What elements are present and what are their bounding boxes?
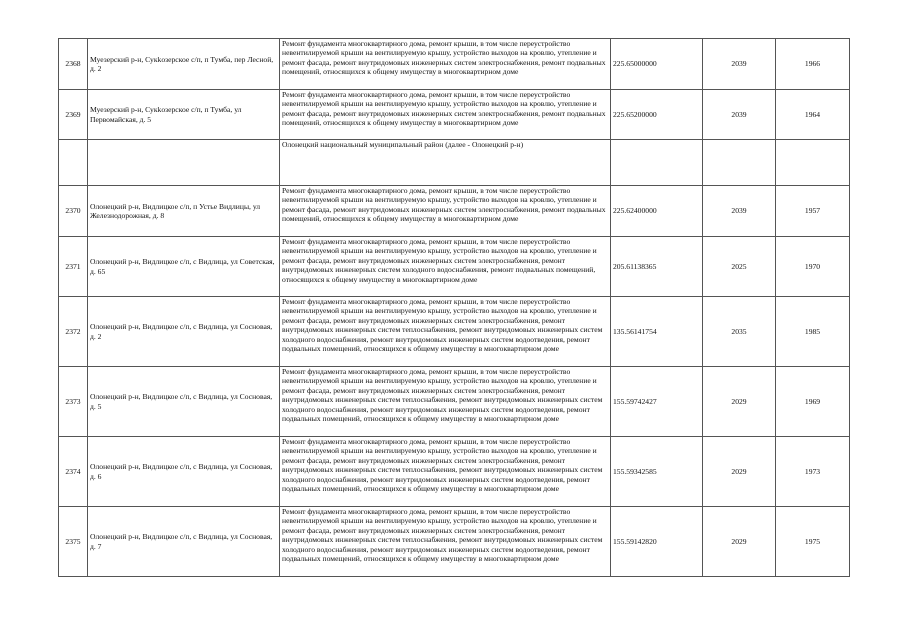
build-year: 1966 [776, 39, 850, 90]
house-address: Муезерский р-н, Сукkoзерское с/п, п Тумба, ул Первомайская, д. 5 [88, 90, 280, 140]
row-number: 2370 [59, 186, 88, 237]
district-row [59, 140, 850, 186]
repair-works: Ремонт фундамента многоквартирного дома, ремонт крыши, в том числе переустройство невентилируемой крыши на вентилируемую крышу, устройство выходов на кровлю, утепление и ремонт фасада, ремонт внутридомовых инженерных систем электроснабжения, ремонт внутридомовых инженерных систем теплоснабжения, ремонт внутридомовых инженерных систем холодного водоснабжения, ремонт внутридомовых инженерных систем водоотведения, ремонт подвальных помещений, относящихся к общему имуществу в многоквартирном доме [280, 367, 611, 437]
house-address: Олонецкий р-н, Видлицкое с/п, с Видлица, ул Сосновая, д. 6 [88, 437, 280, 507]
table-row [59, 90, 850, 140]
table-row [59, 237, 850, 297]
cost-value: 155.59142820 [611, 507, 703, 577]
table-row [59, 297, 850, 367]
build-year: 1973 [776, 437, 850, 507]
table-row [59, 39, 850, 90]
capital-repair-table [58, 38, 850, 577]
empty-cell [88, 140, 280, 186]
table-row [59, 437, 850, 507]
cost-value: 205.61138365 [611, 237, 703, 297]
row-number: 2373 [59, 367, 88, 437]
repair-works: Ремонт фундамента многоквартирного дома, ремонт крыши, в том числе переустройство невентилируемой крыши на вентилируемую крышу, устройство выходов на кровлю, утепление и ремонт фасада, ремонт внутридомовых инженерных систем электроснабжения, ремонт внутридомовых инженерных систем теплоснабжения, ремонт внутридомовых инженерных систем холодного водоснабжения, ремонт внутридомовых инженерных систем водоотведения, ремонт подвальных помещений, относящихся к общему имуществу в многоквартирном доме [280, 507, 611, 577]
district-title: Олонецкий национальный муниципальный район (далее - Олонецкий р-н) [280, 140, 611, 186]
planned-year: 2029 [703, 507, 776, 577]
repair-works: Ремонт фундамента многоквартирного дома, ремонт крыши, в том числе переустройство невентилируемой крыши на вентилируемую крышу, устройство выходов на кровлю, утепление и ремонт фасада, ремонт внутридомовых инженерных систем электроснабжения, ремонт внутридомовых инженерных систем холодного водоснабжения, ремонт подвальных помещений, относящихся к общему имуществу в многоквартирном доме [280, 237, 611, 297]
cost-value: 225.65000000 [611, 39, 703, 90]
build-year: 1985 [776, 297, 850, 367]
planned-year: 2039 [703, 90, 776, 140]
build-year: 1975 [776, 507, 850, 577]
cost-value: 155.59742427 [611, 367, 703, 437]
repair-works: Ремонт фундамента многоквартирного дома, ремонт крыши, в том числе переустройство невентилируемой крыши на вентилируемую крышу, устройство выходов на кровлю, утепление и ремонт фасада, ремонт внутридомовых инженерных систем электроснабжения, ремонт подвальных помещений, относящихся к общему имуществу в многоквартирном доме [280, 39, 611, 90]
cost-value: 135.56141754 [611, 297, 703, 367]
row-number: 2374 [59, 437, 88, 507]
empty-cell [776, 140, 850, 186]
row-number: 2375 [59, 507, 88, 577]
row-number: 2369 [59, 90, 88, 140]
house-address: Муезерский р-н, Сукkoзерское с/п, п Тумба, пер Лесной, д. 2 [88, 39, 280, 90]
empty-cell [703, 140, 776, 186]
planned-year: 2035 [703, 297, 776, 367]
repair-works: Ремонт фундамента многоквартирного дома, ремонт крыши, в том числе переустройство невентилируемой крыши на вентилируемую крышу, устройство выходов на кровлю, утепление и ремонт фасада, ремонт внутридомовых инженерных систем электроснабжения, ремонт подвальных помещений, относящихся к общему имуществу в многоквартирном доме [280, 90, 611, 140]
house-address: Олонецкий р-н, Видлицкое с/п, с Видлица, ул Сосновая, д. 5 [88, 367, 280, 437]
cost-value: 155.59342585 [611, 437, 703, 507]
empty-cell [611, 140, 703, 186]
planned-year: 2029 [703, 437, 776, 507]
build-year: 1970 [776, 237, 850, 297]
build-year: 1969 [776, 367, 850, 437]
row-number: 2372 [59, 297, 88, 367]
house-address: Олонецкий р-н, Видлицкое с/п, с Видлица, ул Советская, д. 65 [88, 237, 280, 297]
planned-year: 2029 [703, 367, 776, 437]
planned-year: 2039 [703, 39, 776, 90]
row-number: 2371 [59, 237, 88, 297]
build-year: 1964 [776, 90, 850, 140]
empty-cell [59, 140, 88, 186]
build-year: 1957 [776, 186, 850, 237]
repair-works: Ремонт фундамента многоквартирного дома, ремонт крыши, в том числе переустройство невентилируемой крыши на вентилируемую крышу, устройство выходов на кровлю, утепление и ремонт фасада, ремонт внутридомовых инженерных систем электроснабжения, ремонт внутридомовых инженерных систем теплоснабжения, ремонт внутридомовых инженерных систем холодного водоснабжения, ремонт внутридомовых инженерных систем водоотведения, ремонт подвальных помещений, относящихся к общему имуществу в многоквартирном доме [280, 297, 611, 367]
cost-value: 225.65200000 [611, 90, 703, 140]
house-address: Олонецкий р-н, Видлицкое с/п, с Видлица, ул Сосновая, д. 2 [88, 297, 280, 367]
house-address: Олонецкий р-н, Видлицкое с/п, с Видлица, ул Сосновая, д. 7 [88, 507, 280, 577]
planned-year: 2039 [703, 186, 776, 237]
table-row [59, 367, 850, 437]
planned-year: 2025 [703, 237, 776, 297]
table-row [59, 507, 850, 577]
cost-value: 225.62400000 [611, 186, 703, 237]
table-row [59, 186, 850, 237]
house-address: Олонецкий р-н, Видлицкое с/п, п Устье Видлицы, ул Железнодорожная, д. 8 [88, 186, 280, 237]
repair-works: Ремонт фундамента многоквартирного дома, ремонт крыши, в том числе переустройство невентилируемой крыши на вентилируемую крышу, устройство выходов на кровлю, утепление и ремонт фасада, ремонт внутридомовых инженерных систем электроснабжения, ремонт подвальных помещений, относящихся к общему имуществу в многоквартирном доме [280, 186, 611, 237]
repair-works: Ремонт фундамента многоквартирного дома, ремонт крыши, в том числе переустройство невентилируемой крыши на вентилируемую крышу, устройство выходов на кровлю, утепление и ремонт фасада, ремонт внутридомовых инженерных систем электроснабжения, ремонт внутридомовых инженерных систем теплоснабжения, ремонт внутридомовых инженерных систем холодного водоснабжения, ремонт внутридомовых инженерных систем водоотведения, ремонт подвальных помещений, относящихся к общему имуществу в многоквартирном доме [280, 437, 611, 507]
row-number: 2368 [59, 39, 88, 90]
